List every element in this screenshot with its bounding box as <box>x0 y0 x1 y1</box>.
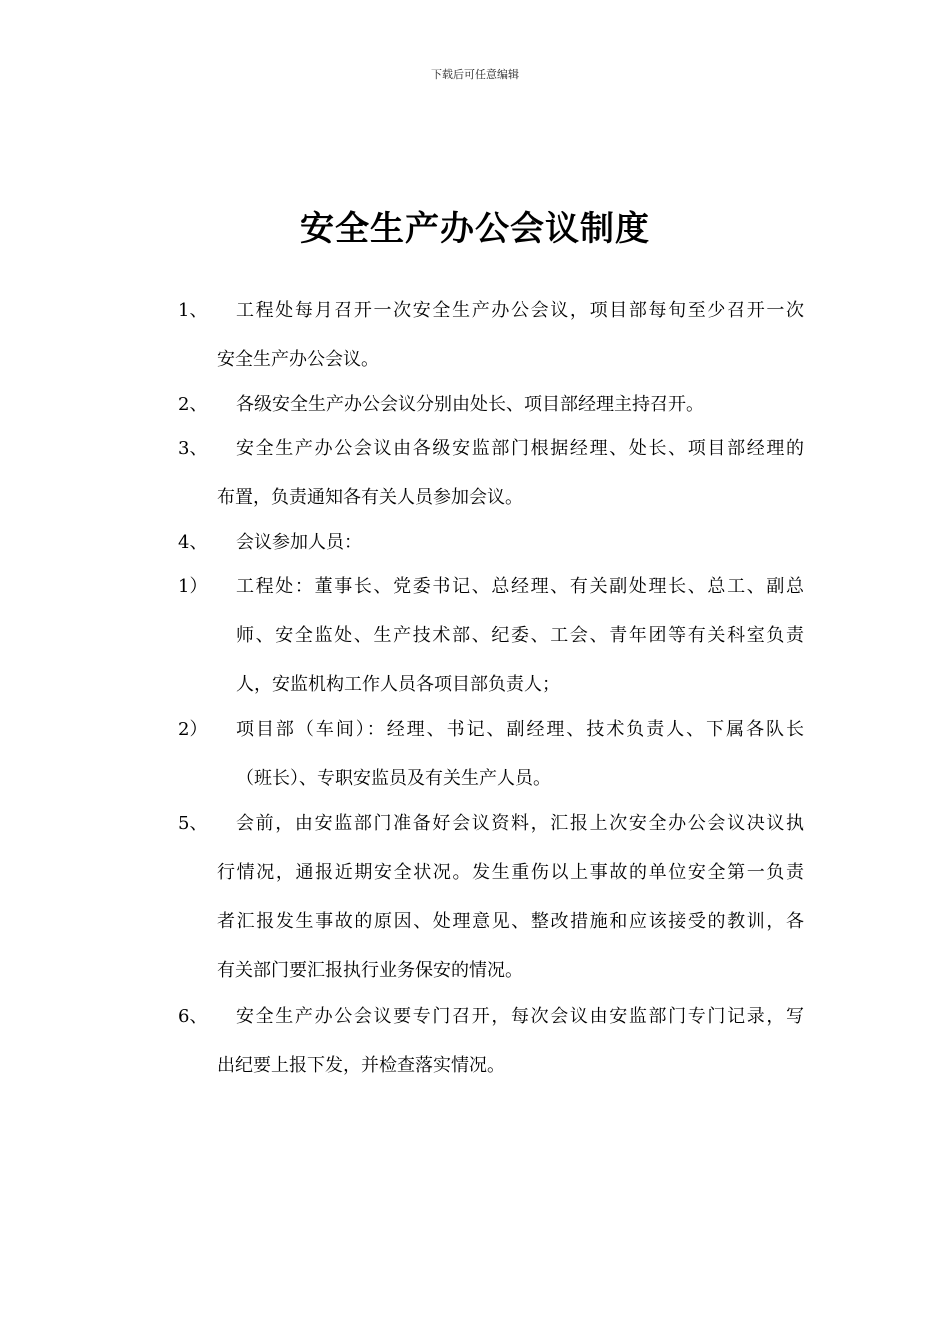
list-item-continuation <box>0 909 950 935</box>
item-text: 行情况，通报近期安全状况。发生重伤以上事故的单位安全第一负责 <box>217 862 804 883</box>
item-number: 2、 <box>178 394 208 415</box>
list-item <box>0 530 950 556</box>
list-item <box>0 811 950 837</box>
item-text: 工程处：董事长、党委书记、总经理、有关副处理长、总工、副总 <box>236 576 804 597</box>
item-number: 5、 <box>178 813 208 834</box>
item-number: 3、 <box>178 438 208 459</box>
list-item-continuation <box>0 485 950 511</box>
list-item <box>0 392 950 418</box>
item-number: 4、 <box>178 532 208 553</box>
item-number: 6、 <box>178 1006 208 1027</box>
sub-list-item-continuation <box>0 672 950 698</box>
item-text: 会议参加人员： <box>236 532 362 553</box>
item-text: 出纪要上报下发，并检查落实情况。 <box>217 1055 505 1076</box>
list-item <box>0 436 950 462</box>
item-text: 有关部门要汇报执行业务保安的情况。 <box>217 960 523 981</box>
sub-list-item-continuation <box>0 623 950 649</box>
list-item <box>0 1004 950 1030</box>
item-text: 布置，负责通知各有关人员参加会议。 <box>217 487 523 508</box>
item-text: 安全生产办公会议要专门召开，每次会议由安监部门专门记录，写 <box>236 1006 804 1027</box>
header-note: 下载后可任意编辑 <box>431 68 519 81</box>
item-text: （班长）、专职安监员及有关生产人员。 <box>236 768 551 789</box>
item-text: 各级安全生产办公会议分别由处长、项目部经理主持召开。 <box>236 394 704 415</box>
list-item <box>0 298 950 324</box>
sub-list-item <box>0 574 950 600</box>
item-number: 1、 <box>178 300 208 321</box>
list-item-continuation <box>0 860 950 886</box>
item-text: 师、安全监处、生产技术部、纪委、工会、青年团等有关科室负责 <box>236 625 804 646</box>
item-text: 工程处每月召开一次安全生产办公会议，项目部每旬至少召开一次 <box>236 300 804 321</box>
item-text: 者汇报发生事故的原因、处理意见、整改措施和应该接受的教训，各 <box>217 911 804 932</box>
item-number: 1） <box>178 576 208 597</box>
item-text: 安全生产办公会议。 <box>217 349 379 370</box>
sub-list-item <box>0 717 950 743</box>
item-text: 人，安监机构工作人员各项目部负责人； <box>236 674 560 695</box>
item-text: 项目部（车间）：经理、书记、副经理、技术负责人、下属各队长 <box>236 719 804 740</box>
document-title: 安全生产办公会议制度 <box>300 209 650 249</box>
sub-list-item-continuation <box>0 766 950 792</box>
item-number: 2） <box>178 719 208 740</box>
list-item-continuation <box>0 347 950 373</box>
item-text: 安全生产办公会议由各级安监部门根据经理、处长、项目部经理的 <box>236 438 804 459</box>
list-item-continuation <box>0 1053 950 1079</box>
list-item-continuation <box>0 958 950 984</box>
item-text: 会前，由安监部门准备好会议资料，汇报上次安全办公会议决议执 <box>236 813 804 834</box>
